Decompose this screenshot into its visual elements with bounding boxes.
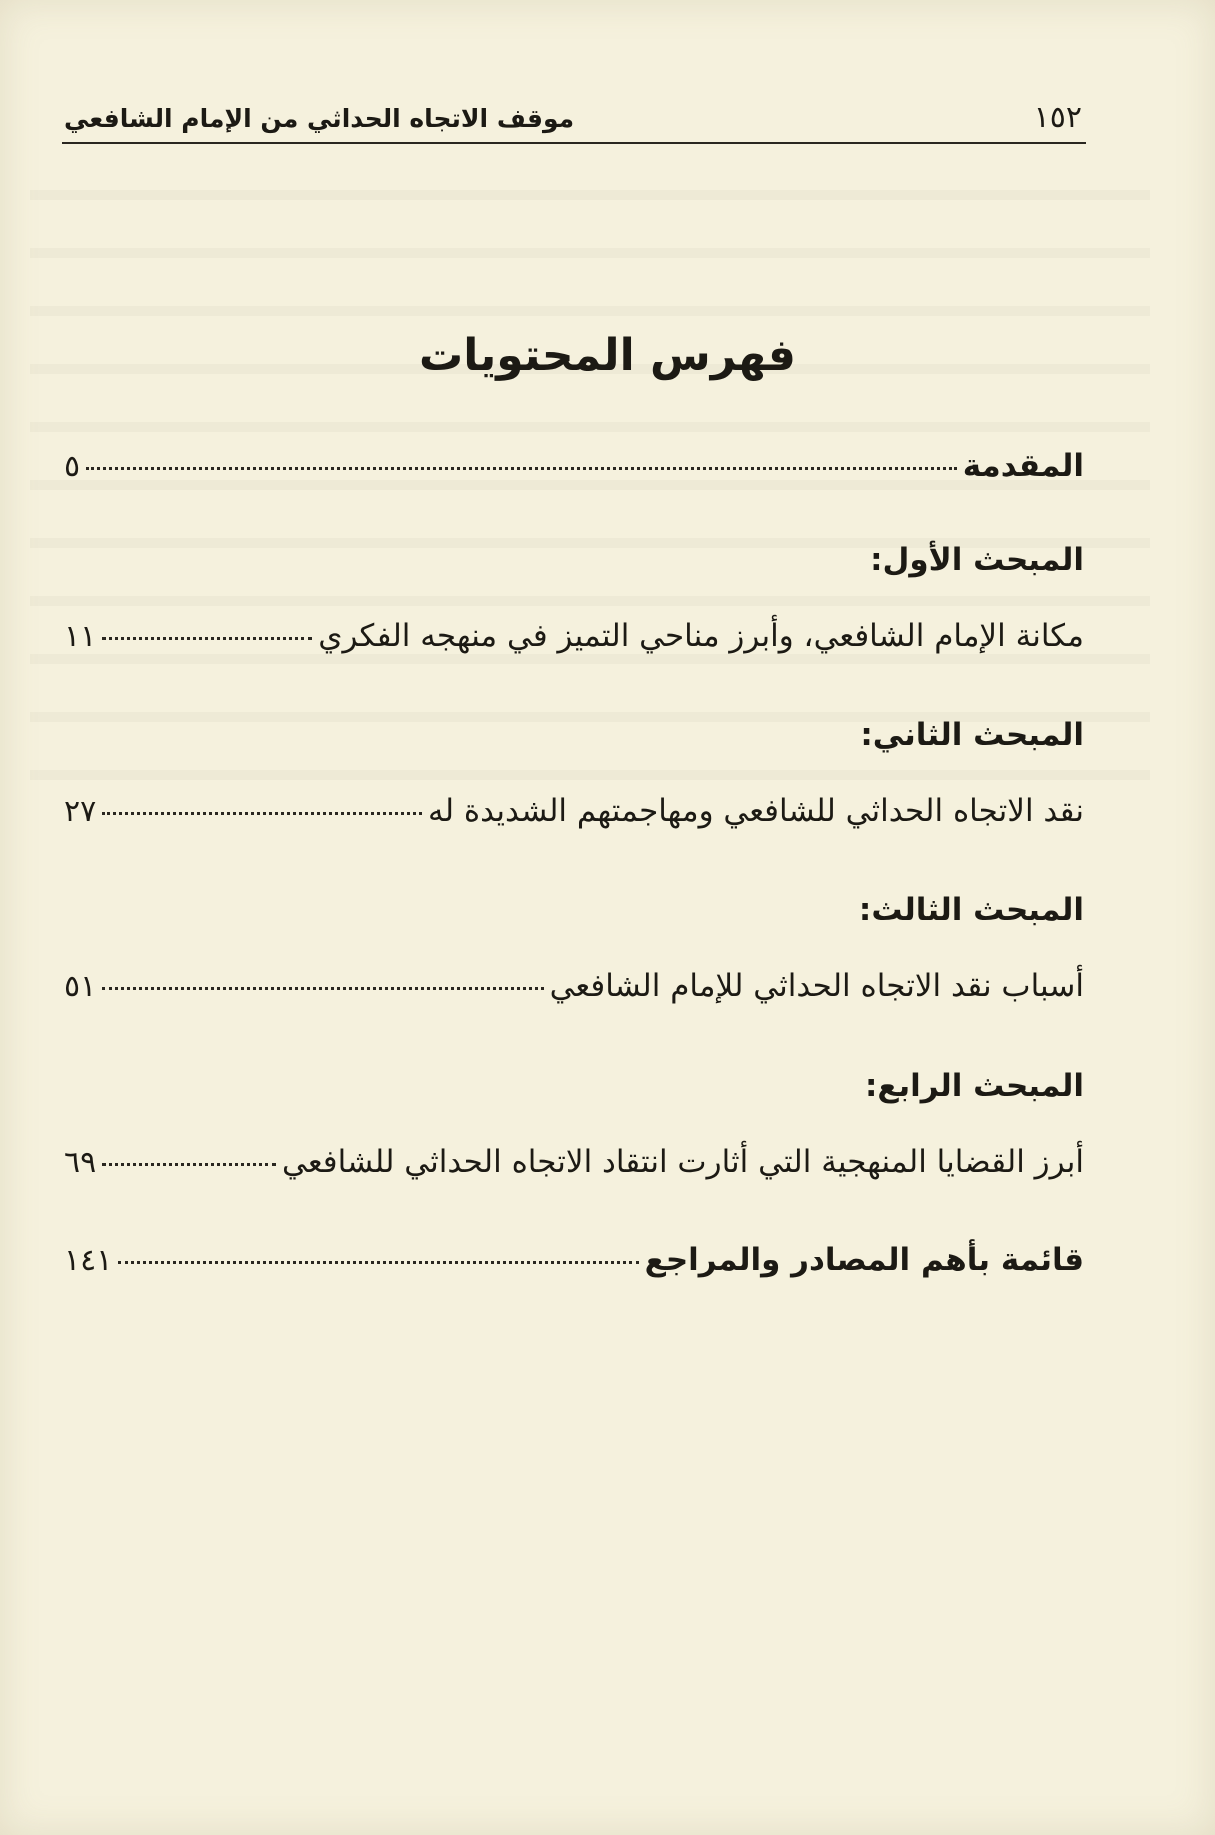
toc-entry-label: نقد الاتجاه الحداثي للشافعي ومهاجمتهم الشديدة له	[427, 793, 1084, 829]
toc-entry-page: ٥	[64, 449, 81, 484]
toc-entry-label: أسباب نقد الاتجاه الحداثي للإمام الشافعي	[549, 968, 1084, 1004]
toc-entry-section-2	[64, 793, 1084, 845]
header-page-number: ١٥٢	[1033, 100, 1082, 135]
section-heading-3: المبحث الثالث:	[858, 892, 1084, 928]
section-heading-4: المبحث الرابع:	[864, 1068, 1084, 1104]
toc-entry-label: أبرز القضايا المنهجية التي أثارت انتقاد الاتجاه الحداثي للشافعي	[282, 1144, 1084, 1180]
toc-entry-label: المقدمة	[962, 448, 1084, 484]
toc-entry-page: ٢٧	[64, 794, 97, 829]
running-header	[62, 96, 1086, 144]
toc-entry-page: ٦٩	[64, 1145, 97, 1180]
dot-leader	[102, 637, 312, 640]
toc-entry-section-1	[64, 618, 1084, 670]
toc-entry-section-4	[64, 1144, 1084, 1196]
toc-entry-page: ١٤١	[64, 1243, 113, 1278]
toc-title: فهرس المحتويات	[419, 330, 796, 381]
dot-leader	[102, 987, 543, 990]
dot-leader	[118, 1261, 638, 1264]
toc-entry-references	[64, 1242, 1084, 1294]
dot-leader	[102, 1163, 276, 1166]
toc-entry-label: قائمة بأهم المصادر والمراجع	[644, 1242, 1084, 1278]
toc-entry-page: ١١	[64, 619, 97, 654]
section-heading-1: المبحث الأول:	[870, 542, 1084, 578]
toc-entry-intro	[64, 448, 1084, 500]
toc-entry-label: مكانة الإمام الشافعي، وأبرز مناحي التميز في منهجه الفكري	[318, 618, 1084, 654]
dot-leader	[102, 812, 422, 815]
toc-entry-page: ٥١	[64, 969, 97, 1004]
header-book-title: موقف الاتجاه الحداثي من الإمام الشافعي	[64, 104, 575, 133]
dot-leader	[86, 467, 957, 470]
section-heading-2: المبحث الثاني:	[860, 717, 1084, 753]
toc-entry-section-3	[64, 968, 1084, 1020]
